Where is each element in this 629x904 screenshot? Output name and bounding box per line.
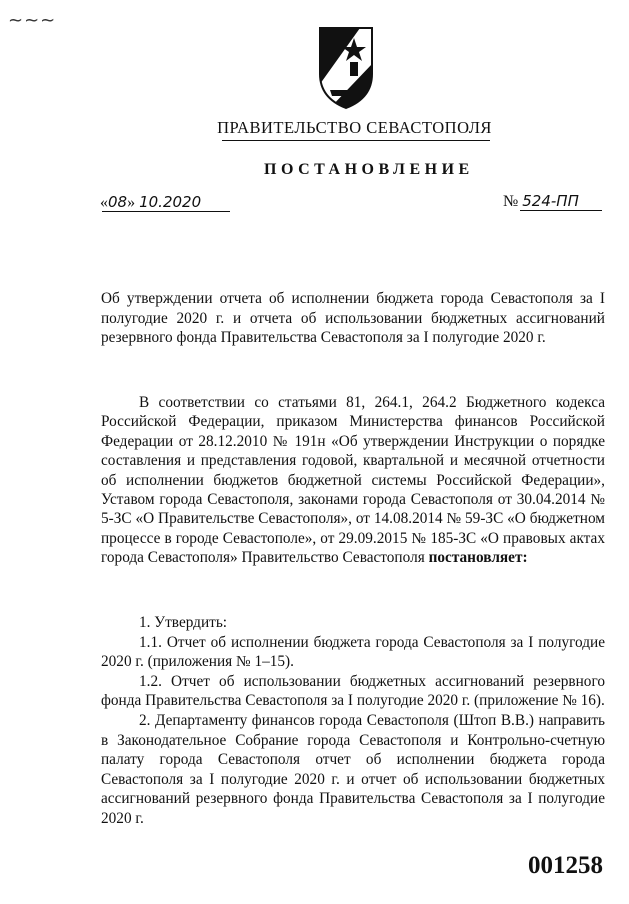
date-open-quote: « [100, 194, 108, 211]
decree-items [101, 613, 605, 829]
number-value: 524-ПП [522, 192, 579, 210]
coat-of-arms-emblem [316, 24, 376, 110]
decree-colon: : [522, 549, 528, 567]
document-type-title: ПОСТАНОВЛЕНИЕ [264, 161, 474, 178]
decree-word: постановляет [428, 549, 523, 567]
item-1-2: 1.2. Отчет об использовании бюджетных ассигнований резервного фонда Правительства Севастополя за I полугодие 2020 г. (приложение № 16). [101, 672, 605, 710]
preamble-text: В соответствии со статьями 81, 264.1, 264.2 Бюджетного кодекса Российской Федерации, приказом Министерства финансов Российской Федерации от 28.12.2010 № 191н «Об утверждении Инструкции о порядке составления и представления годовой, квартальной и месячной отчетности об исполнении бюджетов бюджетной системы Российской Федерации», Уставом города Севастополя, законами города Севастополя от 30.04.2014 № 5-ЗС «О Правительстве Севастополя», от 14.08.2014 № 59-ЗС «О бюджетном процессе в городе Севастополе», от 29.09.2015 № 185-ЗС «О правовых актах города Севастополя» Правительство Севастополя [101, 394, 605, 567]
date-month-year: 10.2020 [139, 193, 202, 211]
date-underline [102, 211, 230, 212]
item-1: 1. Утвердить: [139, 614, 228, 631]
date-day: 08 [108, 193, 128, 211]
item-1-1: 1.1. Отчет об исполнении бюджета города Севастополя за I полугодие 2020 г. (приложения № 1–15). [101, 633, 605, 671]
document-number [503, 192, 579, 211]
document-date [100, 193, 201, 212]
corner-mark: ~~~ [8, 10, 57, 31]
number-prefix: № [503, 193, 519, 210]
item-2: 2. Департаменту финансов города Севастополя (Штоп В.В.) направить в Законодательное Собрание города Севастополя и Контрольно-счетную палату города Севастополя отчет об исполнении бюджета города Севастополя за I полугодие 2020 г. и отчет об использовании бюджетных ассигнований резервного фонда Правительства Севастополя за I полугодие 2020 г. [101, 711, 605, 827]
organization-underline [222, 140, 490, 141]
preamble [101, 393, 605, 568]
document-subject: Об утверждении отчета об исполнении бюджета города Севастополя за I полугодие 2020 г. и отчета об использовании бюджетных ассигнований резервного фонда Правительства Севастополя за I полугодие 2020 г. [101, 290, 605, 346]
organization-name: ПРАВИТЕЛЬСТВО СЕВАСТОПОЛЯ [217, 118, 492, 137]
number-underline [520, 210, 602, 211]
serial-number: 001258 [528, 852, 603, 879]
date-close-quote: » [127, 194, 136, 211]
preamble-paragraph [101, 393, 605, 568]
